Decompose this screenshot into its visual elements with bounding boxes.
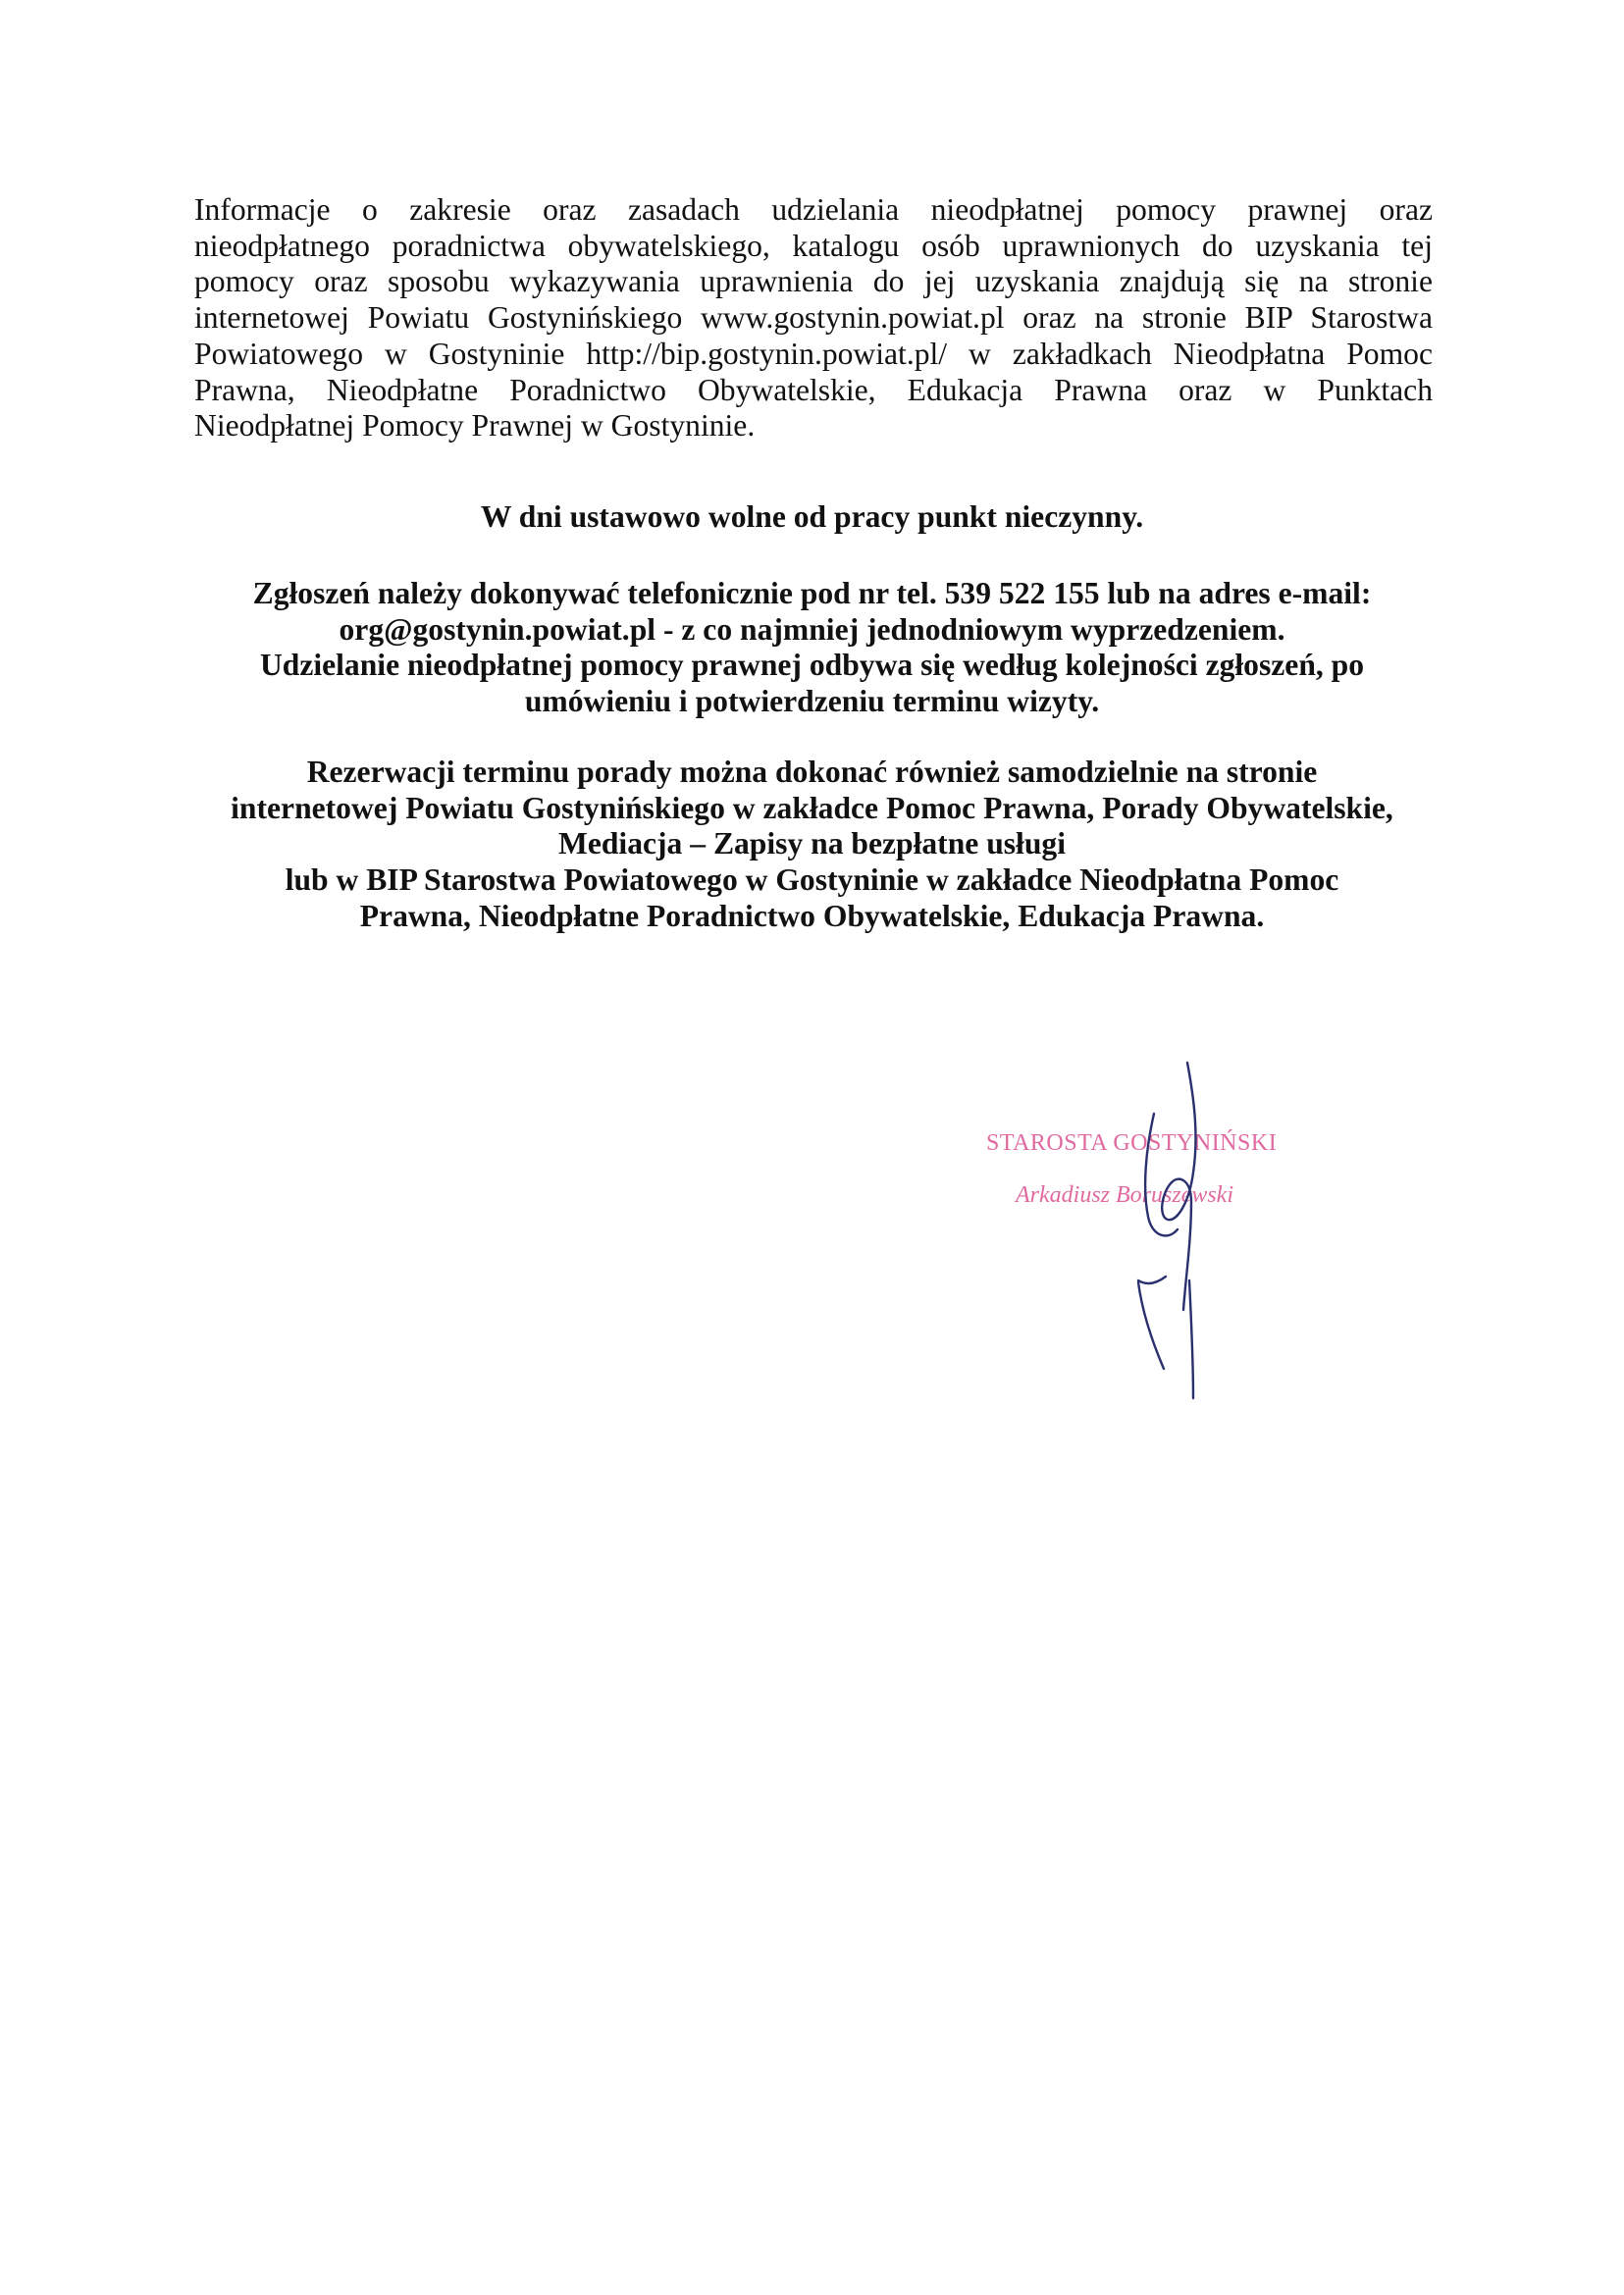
reservation-line: Rezerwacji terminu porady można dokonać również samodzielnie na stronie	[306, 755, 1318, 789]
reservation-line: Prawna, Nieodpłatne Poradnictwo Obywatelskie, Edukacja Prawna.	[359, 898, 1265, 933]
intro-line: Nieodpłatnej Pomocy Prawnej w Gostyninie.	[194, 408, 756, 443]
contact-line: umówieniu i potwierdzeniu terminu wizyty.	[524, 684, 1100, 719]
intro-line: Informacje o zakresie oraz zasadach udzielania nieodpłatnej pomocy prawnej oraz	[194, 192, 1433, 227]
contact-line: Zgłoszeń należy dokonywać telefonicznie pod nr tel. 539 522 155 lub na adres e-mail:	[252, 576, 1372, 610]
handwritten-signature-icon	[1109, 1055, 1227, 1408]
intro-line: Prawna, Nieodpłatne Poradnictwo Obywatelskie, Edukacja Prawna oraz w Punktach	[194, 372, 1433, 407]
stamp-name: Arkadiusz Boruszewski	[1016, 1182, 1233, 1208]
reservation-line: lub w BIP Starostwa Powiatowego w Gostyninie w zakładce Nieodpłatna Pomoc	[285, 862, 1339, 898]
intro-line: internetowej Powiatu Gostynińskiego www.gostynin.powiat.pl oraz na stronie BIP Starostwa	[194, 300, 1433, 336]
reservation-paragraph	[147, 755, 1477, 935]
contact-line: Udzielanie nieodpłatnej pomocy prawnej odbywa się według kolejności zgłoszeń, po	[259, 648, 1365, 683]
closed-notice	[147, 499, 1477, 536]
reservation-line: Mediacja – Zapisy na bezpłatne usługi	[558, 826, 1066, 861]
intro-line: Powiatowego w Gostyninie http://bip.gostynin.powiat.pl/ w zakładkach Nieodpłatna Pomoc	[194, 336, 1433, 371]
reservation-line: internetowej Powiatu Gostynińskiego w zakładce Pomoc Prawna, Porady Obywatelskie,	[231, 790, 1393, 825]
contact-paragraph	[147, 576, 1477, 720]
stamp-title: STAROSTA GOSTYNIŃSKI	[986, 1130, 1278, 1156]
intro-line: nieodpłatnego poradnictwa obywatelskiego, katalogu osób uprawnionych do uzyskania tej	[194, 228, 1433, 263]
intro-line: pomocy oraz sposobu wykazywania uprawnienia do jej uzyskania znajdują się na stronie	[194, 264, 1433, 299]
contact-line: org@gostynin.powiat.pl - z co najmniej jednodniowym wyprzedzeniem.	[339, 611, 1285, 647]
intro-paragraph	[194, 192, 1433, 444]
closed-notice-text: W dni ustawowo wolne od pracy punkt nieczynny.	[480, 499, 1144, 534]
